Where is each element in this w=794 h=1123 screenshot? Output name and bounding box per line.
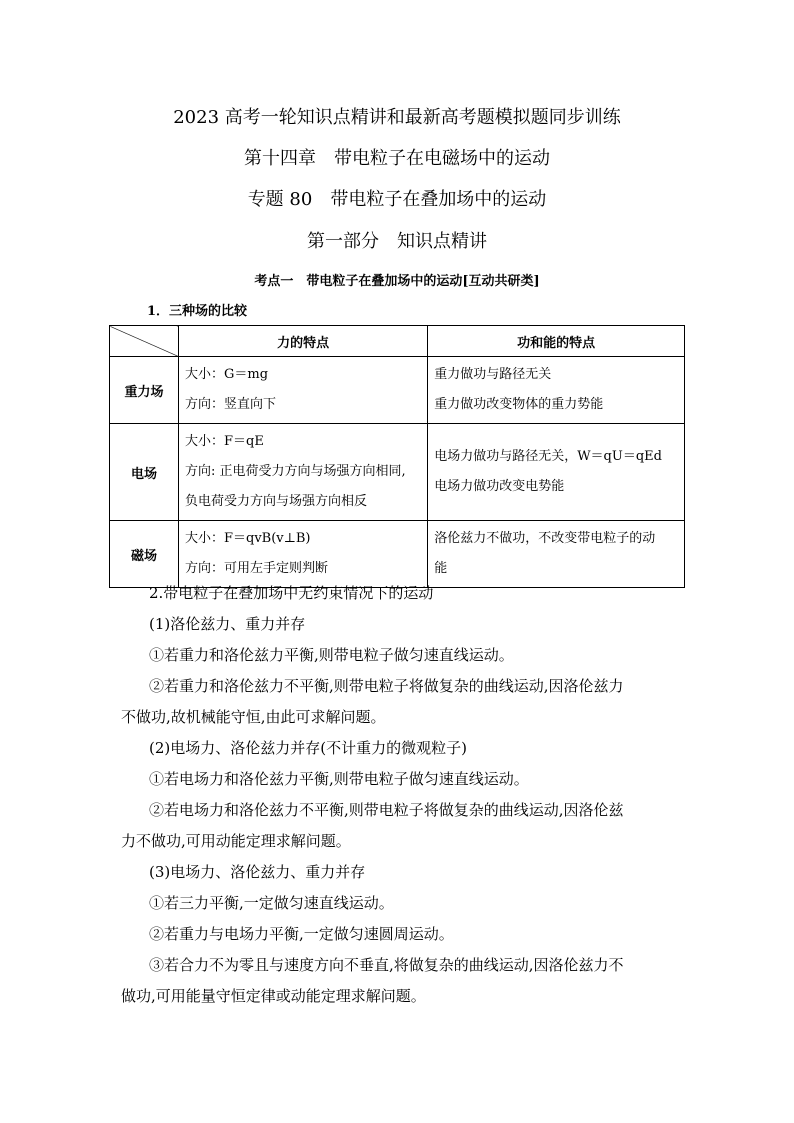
section2-heading: 2.带电粒子在叠加场中无约束情况下的运动 [149, 584, 434, 602]
cell-line: 大小：G＝mg [185, 367, 269, 382]
cell-line: 方向：竖直向下 [185, 397, 277, 412]
paragraph-continuation: 不做功,故机械能守恒,由此可求解问题。 [121, 708, 386, 726]
subsection-heading: (3)电场力、洛伦兹力、重力并存 [149, 863, 366, 881]
cell-line: 能 [434, 561, 448, 576]
chapter-title: 第十四章 带电粒子在电磁场中的运动 [244, 148, 550, 169]
paragraph: ①若重力和洛伦兹力平衡,则带电粒子做匀速直线运动。 [149, 646, 514, 664]
subsection-heading: (1)洛伦兹力、重力并存 [149, 615, 306, 633]
cell-line: 重力做功与路径无关 [434, 367, 552, 382]
row-name-electric: 电场 [110, 424, 179, 521]
energy-cell [428, 424, 685, 521]
table-header-row [110, 326, 685, 357]
cell-line: 重力做功改变物体的重力势能 [434, 397, 604, 412]
diagonal-header-cell [110, 326, 179, 357]
energy-cell [428, 357, 685, 424]
section1-heading: 1．三种场的比较 [147, 304, 248, 319]
force-cell [179, 357, 428, 424]
paragraph: ③若合力不为零且与速度方向不垂直,将做复杂的曲线运动,因洛伦兹力不 [149, 956, 624, 974]
cell-line: 方向: 正电荷受力方向与场强方向相同, [185, 464, 406, 479]
cell-line: 洛伦兹力不做功，不改变带电粒子的动 [434, 531, 656, 546]
section2-body [121, 578, 681, 1012]
cell-line: 负电荷受力方向与场强方向相反 [185, 494, 368, 509]
cell-line: 电场力做功改变电势能 [434, 479, 565, 494]
subsection-heading: (2)电场力、洛伦兹力并存(不计重力的微观粒子) [149, 739, 467, 757]
kaodian-heading: 考点一 带电粒子在叠加场中的运动[互动共研类] [254, 274, 540, 289]
paragraph: ②若重力和洛伦兹力不平衡,则带电粒子将做复杂的曲线运动,因洛伦兹力 [149, 677, 624, 695]
paragraph-continuation: 做功,可用能量守恒定律或动能定理求解问题。 [121, 987, 426, 1005]
topic-title: 专题 80 带电粒子在叠加场中的运动 [247, 189, 547, 210]
doc-title: 2023 高考一轮知识点精讲和最新高考题模拟题同步训练 [173, 107, 621, 128]
force-cell [179, 424, 428, 521]
paragraph: ②若电场力和洛伦兹力不平衡,则带电粒子将做复杂的曲线运动,因洛伦兹 [149, 801, 624, 819]
paragraph: ②若重力与电场力平衡,一定做匀速圆周运动。 [149, 925, 454, 943]
paragraph-continuation: 力不做功,可用动能定理求解问题。 [121, 832, 351, 850]
table-row [110, 357, 685, 424]
row-name-magnetic: 磁场 [110, 521, 179, 588]
part-title: 第一部分 知识点精讲 [307, 231, 487, 252]
row-name-gravity: 重力场 [110, 357, 179, 424]
header-energy: 功和能的特点 [428, 326, 685, 357]
header-force: 力的特点 [179, 326, 428, 357]
cell-line: 方向：可用左手定则判断 [185, 561, 329, 576]
field-comparison-table [109, 325, 685, 588]
table-row [110, 424, 685, 521]
cell-line: 大小：F＝qE [185, 434, 264, 449]
cell-line: 大小：F＝qvB(v⊥B) [185, 531, 311, 546]
paragraph: ①若三力平衡,一定做匀速直线运动。 [149, 894, 394, 912]
paragraph: ①若电场力和洛伦兹力平衡,则带电粒子做匀速直线运动。 [149, 770, 529, 788]
cell-line: 电场力做功与路径无关，W＝qU＝qEd [434, 449, 662, 464]
